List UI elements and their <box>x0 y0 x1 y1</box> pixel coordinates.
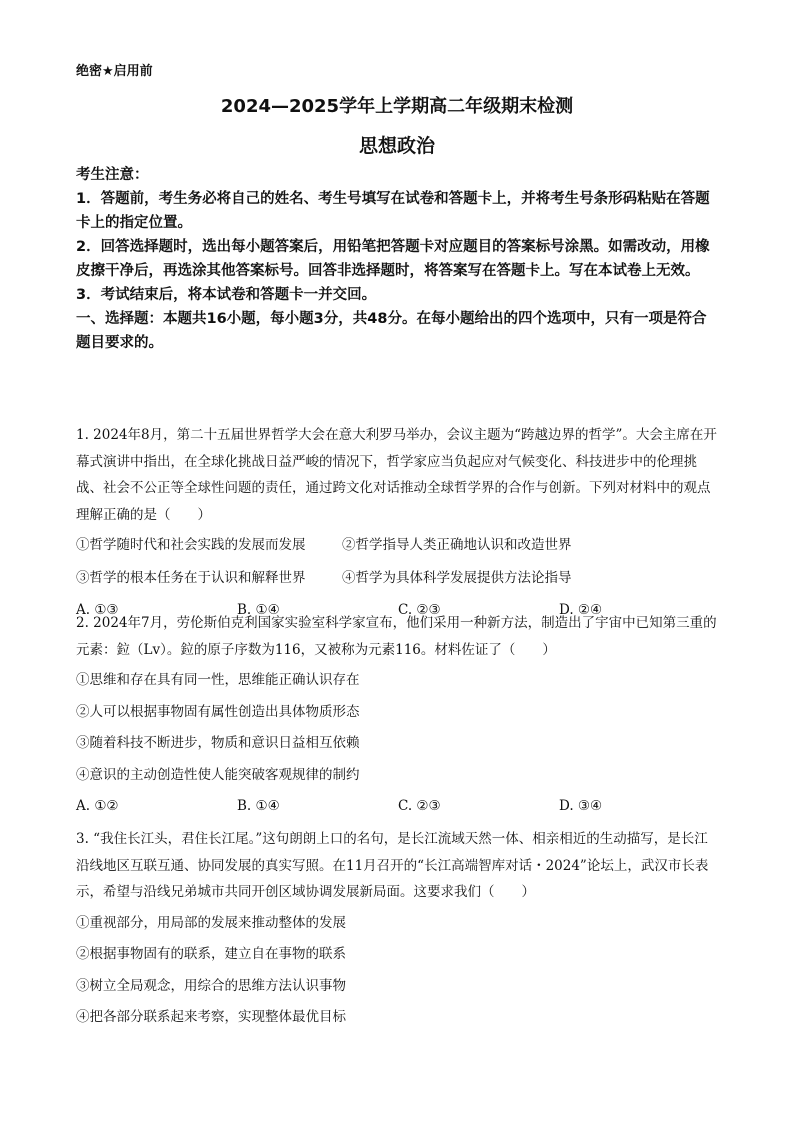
question-stem: 3. “我住长江头，君住长江尾。”这句朗朗上口的名句，是长江流域天然一体、相亲相近的生动描写，是长江沿线地区互联互通、协同发展的真实写照。在11月召开的“长江高端智库对话・2024”论坛上，武汉市长表示，希望与沿线兄弟城市共同开创区域协调发展新局面。这要求我们（ ） <box>76 831 709 900</box>
notice-item-1: 1．答题前，考生务必将自己的姓名、考生号填写在试卷和答题卡上，并将考生号条形码粘贴在答题卡上的指定位置。 <box>76 191 710 231</box>
option-d: D. ③④ <box>559 798 603 814</box>
subject-title: 思想政治 <box>358 135 435 157</box>
statement: ④把各部分联系起来考察，实现整体最优目标 <box>76 1009 346 1025</box>
statement: ④意识的主动创造性使人能突破客观规律的制约 <box>76 766 360 783</box>
candidate-notice <box>76 163 720 355</box>
statement: ④哲学为具体科学发展提供方法论指导 <box>342 569 572 586</box>
statement: ②根据事物固有的联系，建立自在事物的联系 <box>76 946 346 962</box>
question-3 <box>76 826 720 1036</box>
section-heading: 一、选择题：本题共16小题，每小题3分，共48分。在每小题给出的四个选项中，只有一项是符合题目要求的。 <box>76 311 707 351</box>
statement: ①思维和存在具有同一性，思维能正确认识存在 <box>76 672 360 688</box>
exam-title: 2024—2025学年上学期高二年级期末检测 <box>220 96 574 117</box>
option-row <box>76 793 720 820</box>
question-stem: 2. 2024年7月，劳伦斯伯克利国家实验室科学家宣布，他们采用一种新方法，制造出了宇宙中已知第三重的元素：鉝（Lv）。鉝的原子序数为116，又被称为元素116。材料佐证了（ ） <box>76 615 717 658</box>
statement: ③随着科技不断进步，物质和意识日益相互依赖 <box>76 735 360 751</box>
notice-heading: 考生注意： <box>76 167 149 183</box>
question-2 <box>76 610 720 820</box>
statement: ③树立全局观念，用综合的思维方法认识事物 <box>76 977 346 994</box>
notice-item-2: 2．回答选择题时，选出每小题答案后，用铅笔把答题卡对应题目的答案标号涂黑。如需改动，用橡皮擦干净后，再选涂其他答案标号。回答非选择题时，将答案写在答题卡上。写在本试卷上无效。 <box>76 239 710 279</box>
statement: ①重视部分，用局部的发展来推动整体的发展 <box>76 914 346 931</box>
option-c: C. ②③ <box>398 602 441 618</box>
statement-row <box>76 532 720 559</box>
statement: ②人可以根据事物固有属性创造出具体物质形态 <box>76 703 360 720</box>
option-a: A. ①② <box>76 798 119 814</box>
statement: ①哲学随时代和社会实践的发展而发展 <box>76 537 306 553</box>
question-stem: 1. 2024年8月，第二十五届世界哲学大会在意大利罗马举办，会议主题为“跨越边界的哲学”。大会主席在开幕式演讲中指出，在全球化挑战日益严峻的情况下，哲学家应当负起应对气候变化、科技进步中的伦理挑战、社会不公正等全球性问题的责任，通过跨文化对话推动全球哲学界的合作与创新。下列对材料中的观点理解正确的是（ ） <box>76 427 717 523</box>
statement: ②哲学指导人类正确地认识和改造世界 <box>342 537 572 553</box>
option-c: C. ②③ <box>398 798 441 814</box>
option-d: D. ②④ <box>559 602 603 618</box>
confidential-label: 绝密★启用前 <box>76 64 153 79</box>
option-b: B. ①④ <box>237 798 280 814</box>
option-b: B. ①④ <box>237 602 280 618</box>
notice-item-3: 3．考试结束后，将本试卷和答题卡一并交回。 <box>76 287 377 303</box>
option-a: A. ①③ <box>76 602 119 618</box>
statement-row <box>76 565 720 592</box>
question-1 <box>76 422 720 624</box>
statement: ③哲学的根本任务在于认识和解释世界 <box>76 569 306 586</box>
